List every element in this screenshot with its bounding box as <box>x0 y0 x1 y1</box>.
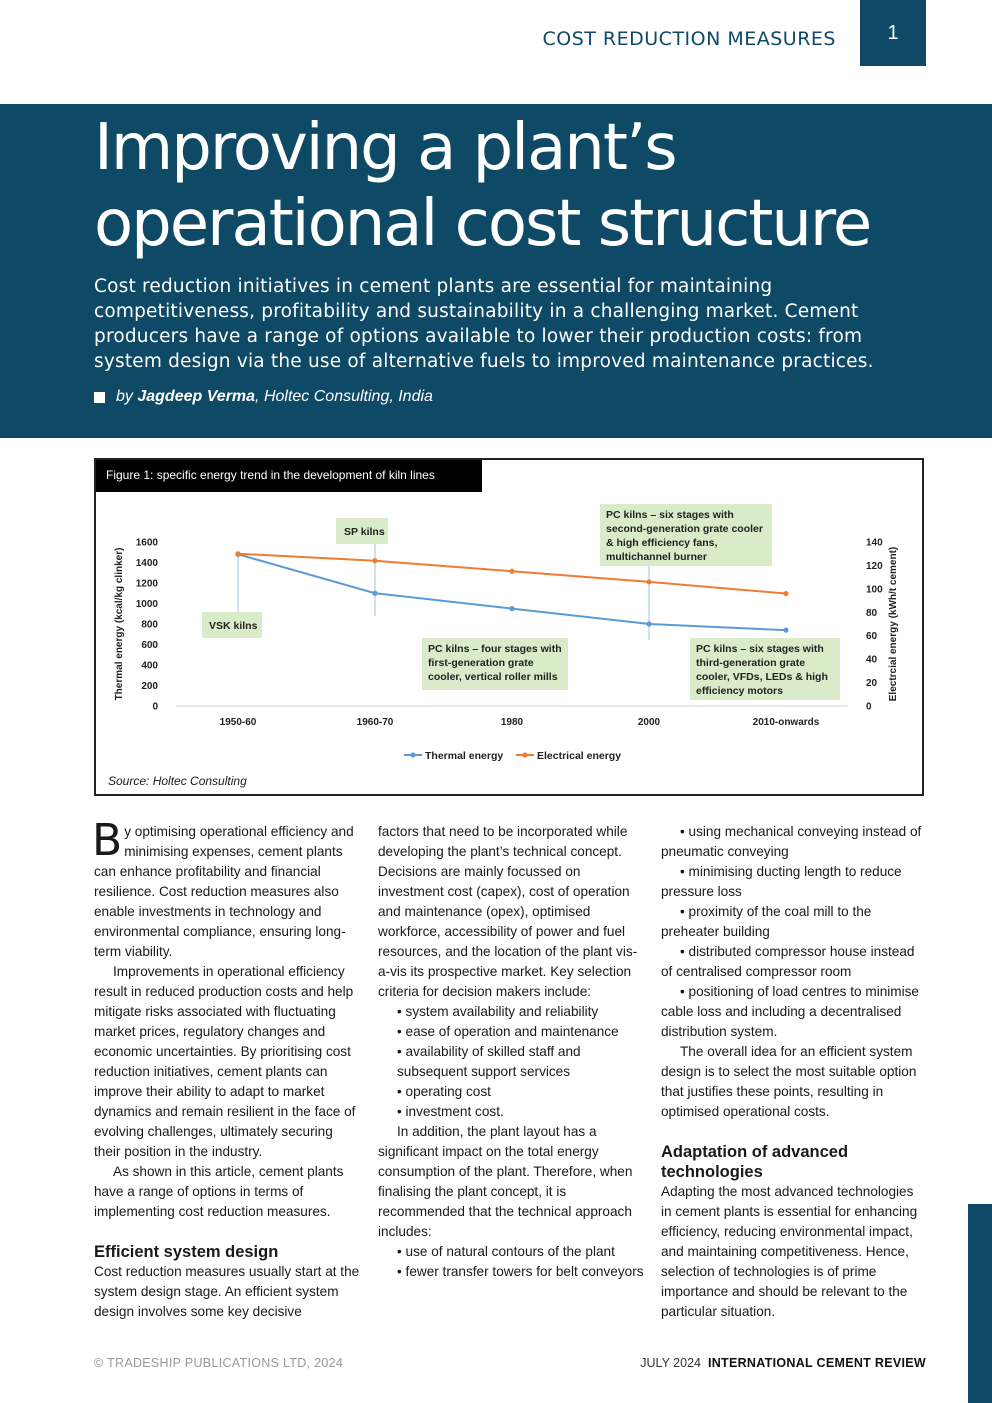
legend-marker-thermal-energy <box>410 752 415 757</box>
x-tick-label: 1960-70 <box>356 717 394 728</box>
section-label: COST REDUCTION MEASURES <box>542 28 836 50</box>
paragraph: As shown in this article, cement plants have a range of options in terms of implementing cost reduction measures. <box>94 1164 344 1219</box>
page-number-tab: 1 <box>860 0 926 66</box>
footer-date: JULY 2024 <box>640 1356 701 1370</box>
y2-axis-title: Electrcial energy (kWh/t cement) <box>888 546 899 702</box>
y2-tick-label: 60 <box>866 631 878 643</box>
y-tick-label: 1600 <box>135 537 158 549</box>
article-title: Improving a plant’s operational cost structure <box>94 111 871 261</box>
y-tick-label: 1400 <box>135 558 158 569</box>
paragraph: Cost reduction measures usually start at the system design stage. An efficient system design involves some key decisive <box>94 1264 360 1319</box>
electrical-energy-point <box>235 551 240 556</box>
bullet-list <box>378 1002 644 1122</box>
paragraph: Adapting the most advanced technologies in cement plants is essential for enhancing efficiency, reducing environmental impact, and maintaining competitiveness. Hence, selection of technologies is of prime importance and should be relevant to the particular situation. <box>661 1184 918 1319</box>
thermal-energy-point <box>646 621 651 626</box>
y2-tick-label: 120 <box>866 560 883 572</box>
x-tick-label: 1950-60 <box>219 717 257 728</box>
column-1 <box>92 815 360 1322</box>
paragraph: factors that need to be incorporated while developing the plant’s technical concept. Decisions are mainly focussed on investment cost (capex), cost of operation and maintenance (opex), optimised workforce, accessibility of power and fuel resources, and the location of the plant vis-a-vis its prospective market. Key selection criteria for decision makers include: <box>378 824 638 999</box>
annotation-pc-four: PC kilns – four stages with first-generation grate cooler, vertical roller mills <box>428 643 562 683</box>
paragraph: The overall idea for an efficient system design is to select the most suitable option that justifies these points, resulting in optimised operational costs. <box>661 1044 917 1119</box>
article-header <box>0 104 992 438</box>
figure-1 <box>94 458 924 796</box>
energy-chart <box>96 460 922 794</box>
paragraph: In addition, the plant layout has a significant impact on the total energy consumption of the plant. Therefore, when finalising the plant concept, it is recommended that the technical approach includes: <box>378 1124 633 1239</box>
y2-tick-label: 140 <box>866 537 883 549</box>
y-axis-title: Thermal energy (kcal/kg clinker) <box>114 547 125 701</box>
y-tick-label: 800 <box>141 619 158 631</box>
list-item: • distributed compressor house instead of centralised compressor room <box>661 944 915 979</box>
paragraph: By optimising operational efficiency and minimising expenses, cement plants can enhance profitability and financial resilience. Cost reduction measures also enable investments in technology and environmental compliance, ensuring long-term viability. <box>92 815 354 959</box>
section-heading: Adaptation of advanced technologies <box>661 1143 849 1181</box>
figure-caption: Figure 1: specific energy trend in the development of kiln lines <box>96 460 482 492</box>
y2-tick-label: 80 <box>866 607 878 619</box>
figure-source: Source: Holtec Consulting <box>108 774 247 788</box>
list-item: • system availability and reliability <box>397 1004 599 1019</box>
y2-tick-label: 20 <box>866 678 878 690</box>
list-item: • availability of skilled staff and subsequent support services <box>397 1044 581 1079</box>
list-item: • investment cost. <box>397 1104 504 1119</box>
y-tick-label: 200 <box>141 681 158 692</box>
list-item: • proximity of the coal mill to the preheater building <box>661 904 872 939</box>
list-item: • operating cost <box>397 1084 491 1099</box>
column-2 <box>378 822 644 1282</box>
annotation-vsk-kilns: VSK kilns <box>209 620 258 632</box>
y-tick-label: 1000 <box>135 599 158 610</box>
x-tick-label: 2000 <box>637 717 661 728</box>
byline-square-icon <box>94 392 105 403</box>
y2-tick-label: 0 <box>866 701 872 713</box>
legend-label-electrical-energy: Electrical energy <box>537 750 622 762</box>
y2-tick-label: 100 <box>866 584 883 596</box>
section-heading: Efficient system design <box>94 1243 279 1261</box>
footer-publication <box>640 1356 926 1370</box>
y-tick-label: 400 <box>141 660 158 672</box>
byline-prefix: by <box>116 388 133 405</box>
annotation-pc-six-third: PC kilns – six stages with third-generation grate cooler, VFDs, LEDs & high efficiency motors <box>696 643 828 697</box>
byline <box>94 388 433 406</box>
y-tick-label: 0 <box>152 701 158 713</box>
article-intro: Cost reduction initiatives in cement plants are essential for maintaining competitiveness, profitability and sustainability in a challenging market. Cement producers have a range of options available to lower their production costs: from system design via the use of alternative fuels to improved maintenance practices. <box>94 276 874 372</box>
bullet-list <box>378 1242 644 1282</box>
footer-copyright: © TRADESHIP PUBLICATIONS LTD, 2024 <box>94 1356 344 1370</box>
footer-magazine: INTERNATIONAL CEMENT REVIEW <box>707 1356 926 1370</box>
thermal-energy-point <box>783 628 788 633</box>
list-item: • use of natural contours of the plant <box>397 1244 615 1259</box>
drop-cap: B <box>92 815 123 866</box>
y2-tick-label: 40 <box>866 654 878 666</box>
author-affiliation: , Holtec Consulting, India <box>255 388 433 405</box>
list-item: • positioning of load centres to minimise cable loss and including a decentralised distribution system. <box>661 984 919 1039</box>
column-3 <box>661 822 927 1322</box>
x-tick-label: 2010-onwards <box>752 717 820 728</box>
electrical-energy-point <box>509 569 514 574</box>
x-tick-label: 1980 <box>500 717 524 728</box>
edge-bar <box>968 1204 992 1403</box>
electrical-energy-point <box>646 579 651 584</box>
list-item: • minimising ducting length to reduce pressure loss <box>661 864 902 899</box>
list-item: • ease of operation and maintenance <box>397 1024 619 1039</box>
list-item: • fewer transfer towers for belt conveyors <box>397 1264 644 1279</box>
y-tick-label: 600 <box>141 640 158 651</box>
paragraph: Improvements in operational efficiency result in reduced production costs and help mitigate risks associated with fluctuating market prices, regulatory changes and economic uncertainties. By prioritising cost reduction initiatives, cement plants can improve their ability to adapt to market dynamics and remain resilient in the face of evolving challenges, ultimately securing their position in the industry. <box>94 964 356 1159</box>
electrical-energy-point <box>372 558 377 563</box>
legend-label-thermal-energy: Thermal energy <box>425 750 504 762</box>
thermal-energy-point <box>509 606 514 611</box>
legend-marker-electrical-energy <box>522 752 527 757</box>
annotation-sp-kilns: SP kilns <box>344 526 385 538</box>
annotation-pc-six-second: PC kilns – six stages with second-generation grate cooler & high efficiency fans, multichannel burner <box>606 509 763 563</box>
thermal-energy-point <box>372 591 377 596</box>
y-tick-label: 1200 <box>135 578 158 590</box>
author-name: Jagdeep Verma <box>137 388 256 405</box>
list-item: • using mechanical conveying instead of pneumatic conveying <box>661 824 922 859</box>
electrical-energy-point <box>783 591 788 596</box>
